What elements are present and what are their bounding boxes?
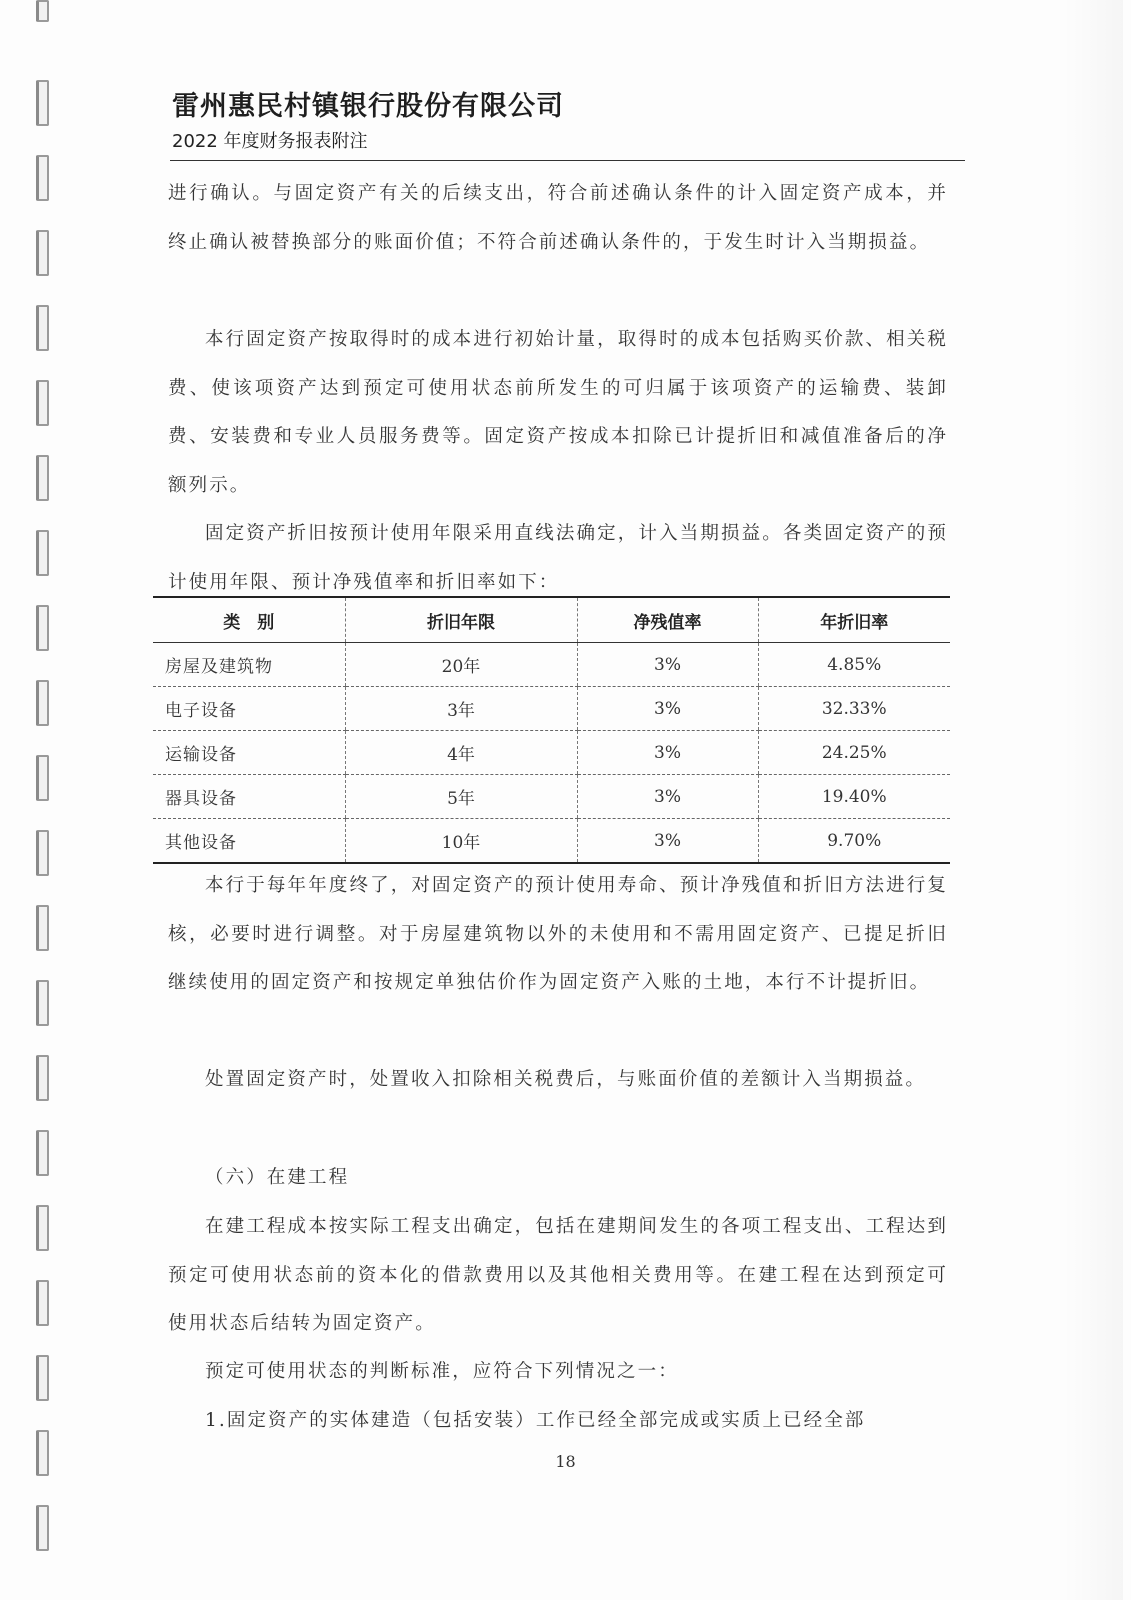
cell-category: 运输设备 xyxy=(153,731,345,775)
header-residual-rate: 净残值率 xyxy=(577,597,758,643)
header-useful-life: 折旧年限 xyxy=(345,597,577,643)
binder-hole xyxy=(36,980,49,1026)
paragraph-subsequent-expenditure: 进行确认。与固定资产有关的后续支出，符合前述确认条件的计入固定资产成本，并终止确认被替换部分的账面价值；不符合前述确认条件的，于发生时计入当期损益。 xyxy=(168,183,948,253)
binder-hole xyxy=(36,605,49,651)
header-depreciation-rate: 年折旧率 xyxy=(758,597,950,643)
paragraph-initial-measurement: 本行固定资产按取得时的成本进行初始计量，取得时的成本包括购买价款、相关税费、使该项资产达到预定可使用状态前所发生的可归属于该项资产的运输费、装卸费、安装费和专业人员服务费等。固定资产按成本扣除已计提折旧和减值准备后的净额列示。 xyxy=(168,329,948,496)
binder-hole xyxy=(36,305,49,351)
cell-useful-life: 20年 xyxy=(345,643,577,687)
binder-hole xyxy=(36,230,49,276)
cell-category: 器具设备 xyxy=(153,775,345,819)
paragraph-construction-cost: 在建工程成本按实际工程支出确定，包括在建期间发生的各项工程支出、工程达到预定可使用状态前的资本化的借款费用以及其他相关费用等。在建工程在达到预定可使用状态后结转为固定资产。 xyxy=(168,1216,948,1334)
cell-category: 电子设备 xyxy=(153,687,345,731)
paragraph-depreciation-intro: 固定资产折旧按预计使用年限采用直线法确定，计入当期损益。各类固定资产的预计使用年限、预计净残值率和折旧率如下： xyxy=(168,523,948,593)
page-number: 18 xyxy=(555,1452,576,1471)
cell-useful-life: 5年 xyxy=(345,775,577,819)
cell-depreciation-rate: 9.70% xyxy=(758,819,950,864)
binder-hole xyxy=(36,680,49,726)
cell-depreciation-rate: 4.85% xyxy=(758,643,950,687)
cell-depreciation-rate: 32.33% xyxy=(758,687,950,731)
binder-hole xyxy=(36,1205,49,1251)
table-row xyxy=(153,819,950,864)
table-row xyxy=(153,687,950,731)
cell-depreciation-rate: 19.40% xyxy=(758,775,950,819)
page-edge-shadow xyxy=(1063,0,1123,1600)
binder-hole xyxy=(36,1505,49,1551)
binder-hole xyxy=(36,0,49,22)
section-heading-construction: （六）在建工程 xyxy=(205,1167,350,1188)
binder-hole xyxy=(36,1355,49,1401)
binder-hole xyxy=(36,1280,49,1326)
header-category: 类 别 xyxy=(153,597,345,643)
cell-category: 房屋及建筑物 xyxy=(153,643,345,687)
cell-depreciation-rate: 24.25% xyxy=(758,731,950,775)
binder-hole xyxy=(36,530,49,576)
company-name: 雷州惠民村镇银行股份有限公司 xyxy=(172,91,564,122)
table-row xyxy=(153,775,950,819)
cell-useful-life: 3年 xyxy=(345,687,577,731)
binder-hole xyxy=(36,155,49,201)
table-row xyxy=(153,643,950,687)
cell-residual-rate: 3% xyxy=(577,819,758,864)
table-row xyxy=(153,731,950,775)
table-header-row xyxy=(153,597,950,643)
binder-hole xyxy=(36,80,49,126)
cell-useful-life: 10年 xyxy=(345,819,577,864)
binder-hole xyxy=(36,830,49,876)
page-header xyxy=(172,88,962,156)
report-subtitle: 2022 年度财务报表附注 xyxy=(172,131,368,152)
paragraph-criteria-item-1: 1.固定资产的实体建造（包括安装）工作已经全部完成或实质上已经全部 xyxy=(205,1410,866,1431)
binder-holes xyxy=(36,0,56,1600)
cell-category: 其他设备 xyxy=(165,833,237,853)
cell-residual-rate: 3% xyxy=(577,775,758,819)
paragraph-disposal: 处置固定资产时，处置收入扣除相关税费后，与账面价值的差额计入当期损益。 xyxy=(205,1069,927,1090)
depreciation-table xyxy=(153,596,950,864)
paragraph-ready-criteria: 预定可使用状态的判断标准，应符合下列情况之一： xyxy=(205,1361,679,1382)
header-rule xyxy=(170,160,965,161)
paragraph-annual-review: 本行于每年年度终了，对固定资产的预计使用寿命、预计净残值和折旧方法进行复核，必要时进行调整。对于房屋建筑物以外的未使用和不需用固定资产、已提足折旧继续使用的固定资产和按规定单独估价作为固定资产入账的土地，本行不计提折旧。 xyxy=(168,875,948,993)
cell-residual-rate: 3% xyxy=(577,643,758,687)
binder-hole xyxy=(36,1055,49,1101)
binder-hole xyxy=(36,755,49,801)
cell-residual-rate: 3% xyxy=(577,731,758,775)
binder-hole xyxy=(36,455,49,501)
cell-residual-rate: 3% xyxy=(577,687,758,731)
cell-useful-life: 4年 xyxy=(345,731,577,775)
binder-hole xyxy=(36,380,49,426)
binder-hole xyxy=(36,1130,49,1176)
binder-hole xyxy=(36,905,49,951)
